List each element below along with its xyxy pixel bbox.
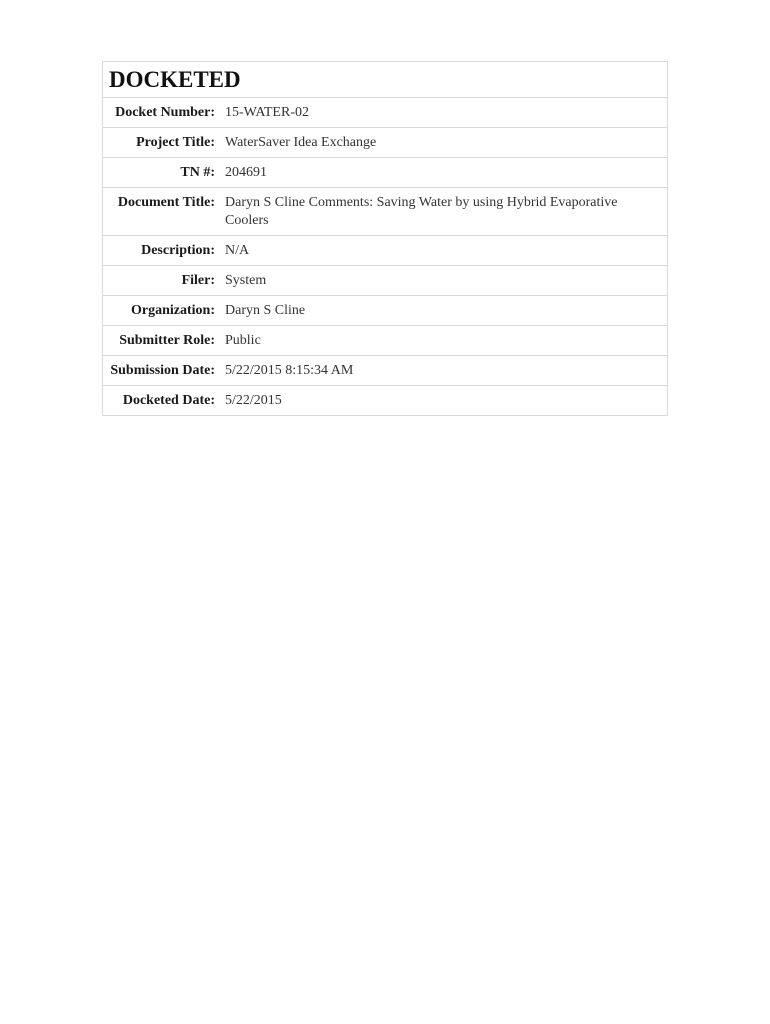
description-label: Description: [141,243,215,258]
submitter-role-label: Submitter Role: [119,333,215,348]
tn-number-value: 204691 [225,165,267,180]
tn-number-label: TN #: [180,165,215,180]
submission-date-label: Submission Date: [110,363,215,378]
docket-info-table [102,61,668,416]
docket-number-label: Docket Number: [115,105,215,120]
row-document-title [103,188,667,236]
description-value: N/A [225,243,250,258]
project-title-label: Project Title: [136,135,215,150]
row-filer [103,266,667,296]
docketed-date-label: Docketed Date: [122,393,215,408]
row-docket-number [103,98,667,128]
document-title-value: Daryn S Cline Comments: Saving Water by using Hybrid Evaporative Coolers [225,195,618,228]
document-title-label: Document Title: [117,195,215,210]
row-tn-number [103,158,667,188]
docket-title: DOCKETED [103,62,667,98]
organization-value: Daryn S Cline [225,303,306,318]
project-title-value: WaterSaver Idea Exchange [225,135,377,150]
docket-number-value: 15-WATER-02 [225,105,309,120]
row-submitter-role [103,326,667,356]
submission-date-value: 5/22/2015 8:15:34 AM [225,363,354,378]
filer-label: Filer: [181,273,215,288]
organization-label: Organization: [131,303,215,318]
submitter-role-value: Public [225,333,261,348]
filer-value: System [225,273,267,288]
row-description [103,236,667,266]
row-organization [103,296,667,326]
row-docketed-date [103,386,667,415]
row-project-title [103,128,667,158]
docketed-date-value: 5/22/2015 [225,393,282,408]
row-submission-date [103,356,667,386]
